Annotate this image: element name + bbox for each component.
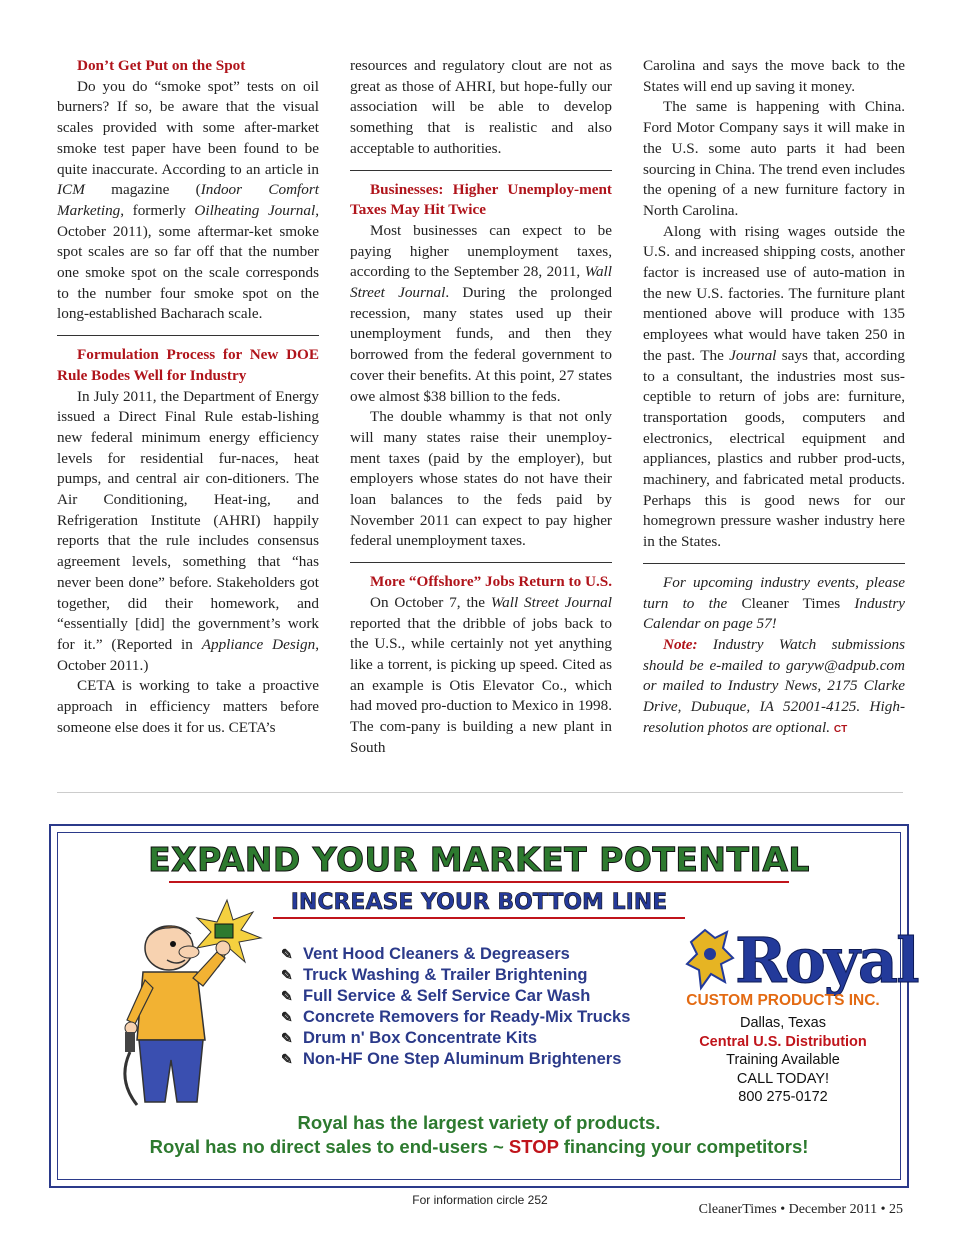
section-heading: More “Offshore” Jobs Return to U.S.: [370, 573, 612, 591]
company-info: [683, 1014, 883, 1107]
paragraph: Carolina and says the move back to the States will end up saving it money.: [643, 57, 905, 95]
divider: [643, 563, 905, 564]
column-1: [57, 56, 319, 739]
distribution: Central U.S. Distribution: [699, 1033, 867, 1050]
list-item: [281, 986, 630, 1007]
divider: [57, 792, 903, 793]
paragraph: [57, 387, 319, 677]
section-heading: Formulation Process for New DOE Rule Bodes Well for Industry: [57, 346, 319, 384]
section-heading: Don’t Get Put on the Spot: [77, 57, 246, 74]
text: Most businesses can expect to be paying higher unemployment taxes, according to the September 28, 2011,: [350, 221, 612, 281]
text: , October 2011.): [57, 635, 319, 674]
logo-wordmark: Royal: [735, 924, 918, 997]
pencil-icon: ✎: [281, 988, 293, 1004]
note-label: Note:: [663, 635, 698, 653]
text: Indoor Comfort Marketing: [57, 181, 319, 219]
text: Royal has no direct sales to end-users ~: [149, 1136, 509, 1157]
pencil-icon: ✎: [281, 1009, 293, 1025]
item-label: Full Service & Self Service Car Wash: [303, 987, 591, 1005]
text: . During the prolonged recession, many states used up their unemployment funds, and then they borrowed from the federal government to cover their benefits. At this point, 27 states owe almost $38 billion to the feds.: [350, 284, 612, 405]
list-item: [281, 944, 630, 965]
item-label: Drum n' Box Concentrate Kits: [303, 1029, 538, 1047]
paragraph: CETA is working to take a proactive approach in efficiency matters before someone else does it for us. CETA’s: [57, 677, 319, 736]
calendar-note: [643, 573, 905, 635]
paragraph: [350, 221, 612, 407]
text: STOP: [508, 1136, 559, 1157]
paragraph: [350, 593, 612, 759]
text: Oilheating Journal: [194, 201, 316, 219]
text: , formerly: [120, 201, 195, 219]
pencil-icon: ✎: [281, 1030, 293, 1046]
text: Wall Street Journal: [350, 263, 612, 302]
divider: [169, 881, 789, 883]
paragraph: [57, 77, 319, 325]
text: Industry Watch submissions should be e-mailed to garyw@adpub.com or mailed to Industry News, 2175 Clarke Drive, Dubuque, IA 52001-4125. High-resolution photos are optional.: [643, 635, 905, 736]
paragraph: The double whammy is that not only will many states raise their unemploy-ment taxes (paid by the employer), but employers whose states do not have their loan balances to the feds paid by November 2011 can expect to pay higher federal unemployment taxes.: [350, 408, 612, 550]
ad-subhead: INCREASE YOUR BOTTOM LINE: [290, 890, 668, 915]
call-to-action: CALL TODAY!: [736, 1070, 830, 1087]
product-list: [281, 944, 630, 1070]
list-item: [281, 1049, 630, 1070]
text: Cleaner Times: [741, 594, 841, 612]
paragraph: [643, 222, 905, 553]
ad-tagline-1: Royal has the largest variety of products.: [297, 1112, 661, 1133]
pencil-icon: ✎: [281, 946, 293, 962]
list-item: [281, 1028, 630, 1049]
divider: [273, 917, 685, 919]
page-folio: CleanerTimes • December 2011 • 25: [698, 1202, 903, 1217]
text: Appliance Design: [201, 635, 316, 653]
lion-crest-icon: [683, 924, 737, 994]
text: magazine (: [84, 181, 201, 199]
text: For upcoming industry events, please turn to the: [643, 573, 905, 612]
divider: [350, 170, 612, 171]
phone-number[interactable]: 800 275-0172: [738, 1089, 828, 1105]
section-heading: Businesses: Higher Unemploy-ment Taxes May Hit Twice: [350, 180, 612, 219]
item-label: Non-HF One Step Aluminum Brighteners: [303, 1050, 622, 1068]
text: Do you do “smoke spot” tests on oil burners? If so, be aware that the visual scales provided with some after-market smoke test paper have been found to be quite inaccurate. According to an article in: [57, 77, 319, 178]
text: Industry Calendar on page 57!: [643, 594, 905, 633]
text: On October 7, the: [370, 593, 491, 611]
text: financing your competitors!: [558, 1136, 809, 1157]
ad-tagline-2: [51, 1136, 907, 1158]
divider: [350, 562, 612, 563]
city: Dallas, Texas: [740, 1015, 826, 1031]
reader-service-note: For information circle 252: [412, 1193, 548, 1207]
item-label: Truck Washing & Trailer Brightening: [303, 966, 588, 984]
pencil-icon: ✎: [281, 967, 293, 983]
text: says that, according to a consultant, the industries most sus-ceptible to return of jobs are: furniture, transportation goods, computers and electronics, electrical equipment and appliances, plastics and rubber prod-ucts, machinery, and fabricated metal products. Perhaps this is good news for our homegrown pressure washer industry here in the States.: [643, 346, 905, 551]
text: , October 2011), some aftermar-ket smoke spot scales are so far off that the number one smoke spot on the scale corresponds to the number four smoke spot on the long-established Bacharach scale.: [57, 201, 319, 323]
column-3: [643, 56, 905, 741]
text: Wall Street Journal: [490, 593, 612, 611]
text: reported that the dribble of jobs back to the U.S., while certainly not yet anything like a torrent, is picking up speed. Cited as an example is Otis Elevator Co., which had moved pro-duction to Mexico in 1998. The com-pany is building a new plant in South: [350, 614, 612, 756]
royal-advertisement[interactable]: [49, 824, 918, 1188]
text: Along with rising wages outside the U.S. and increased shipping costs, another factor is increased use of auto-mation in the new U.S. factories. The furniture plant mentioned above will produce with 135 employees what would have taken 250 in the past. The: [643, 222, 905, 364]
text: In July 2011, the Department of Energy issued a Direct Final Rule estab-lishing new federal minimum energy efficiency levels for residential fur-naces, heat pumps, and central air con-ditioners. The Air Conditioning, Heat-ing, and Refrigeration Institute (AHRI) happily reports that the rule includes consensus agreement levels, something that “has never been done” before. Stakeholders got together, did their homework, and “essentially [did] the government’s work for it.” (Reported in: [57, 387, 319, 653]
cartoon-man-illustration: [97, 890, 277, 1110]
item-label: Concrete Removers for Ready-Mix Trucks: [303, 1008, 631, 1026]
list-item: [281, 1007, 630, 1028]
text: Journal: [729, 346, 777, 364]
company-name: CUSTOM PRODUCTS INC.: [686, 992, 880, 1009]
paragraph: The same is happening with China. Ford Motor Company says it will make in the U.S. some auto parts it had been sourcing in China. The trend even includes the opening of a new furniture factory in North Carolina.: [643, 98, 905, 219]
end-mark: CT: [833, 723, 848, 735]
ad-headline: EXPAND YOUR MARKET POTENTIAL: [148, 840, 810, 879]
text: ICM: [57, 181, 85, 199]
pencil-icon: ✎: [281, 1051, 293, 1067]
submission-note: [643, 635, 905, 741]
paragraph: resources and regulatory clout are not as great as those of AHRI, but hope-fully our association will be able to develop something that is realistic and also acceptable to authorities.: [350, 57, 612, 157]
list-item: [281, 965, 630, 986]
divider: [57, 335, 319, 336]
column-2: [350, 56, 612, 759]
item-label: Vent Hood Cleaners & Degreasers: [303, 945, 570, 963]
training: Training Available: [726, 1052, 840, 1068]
